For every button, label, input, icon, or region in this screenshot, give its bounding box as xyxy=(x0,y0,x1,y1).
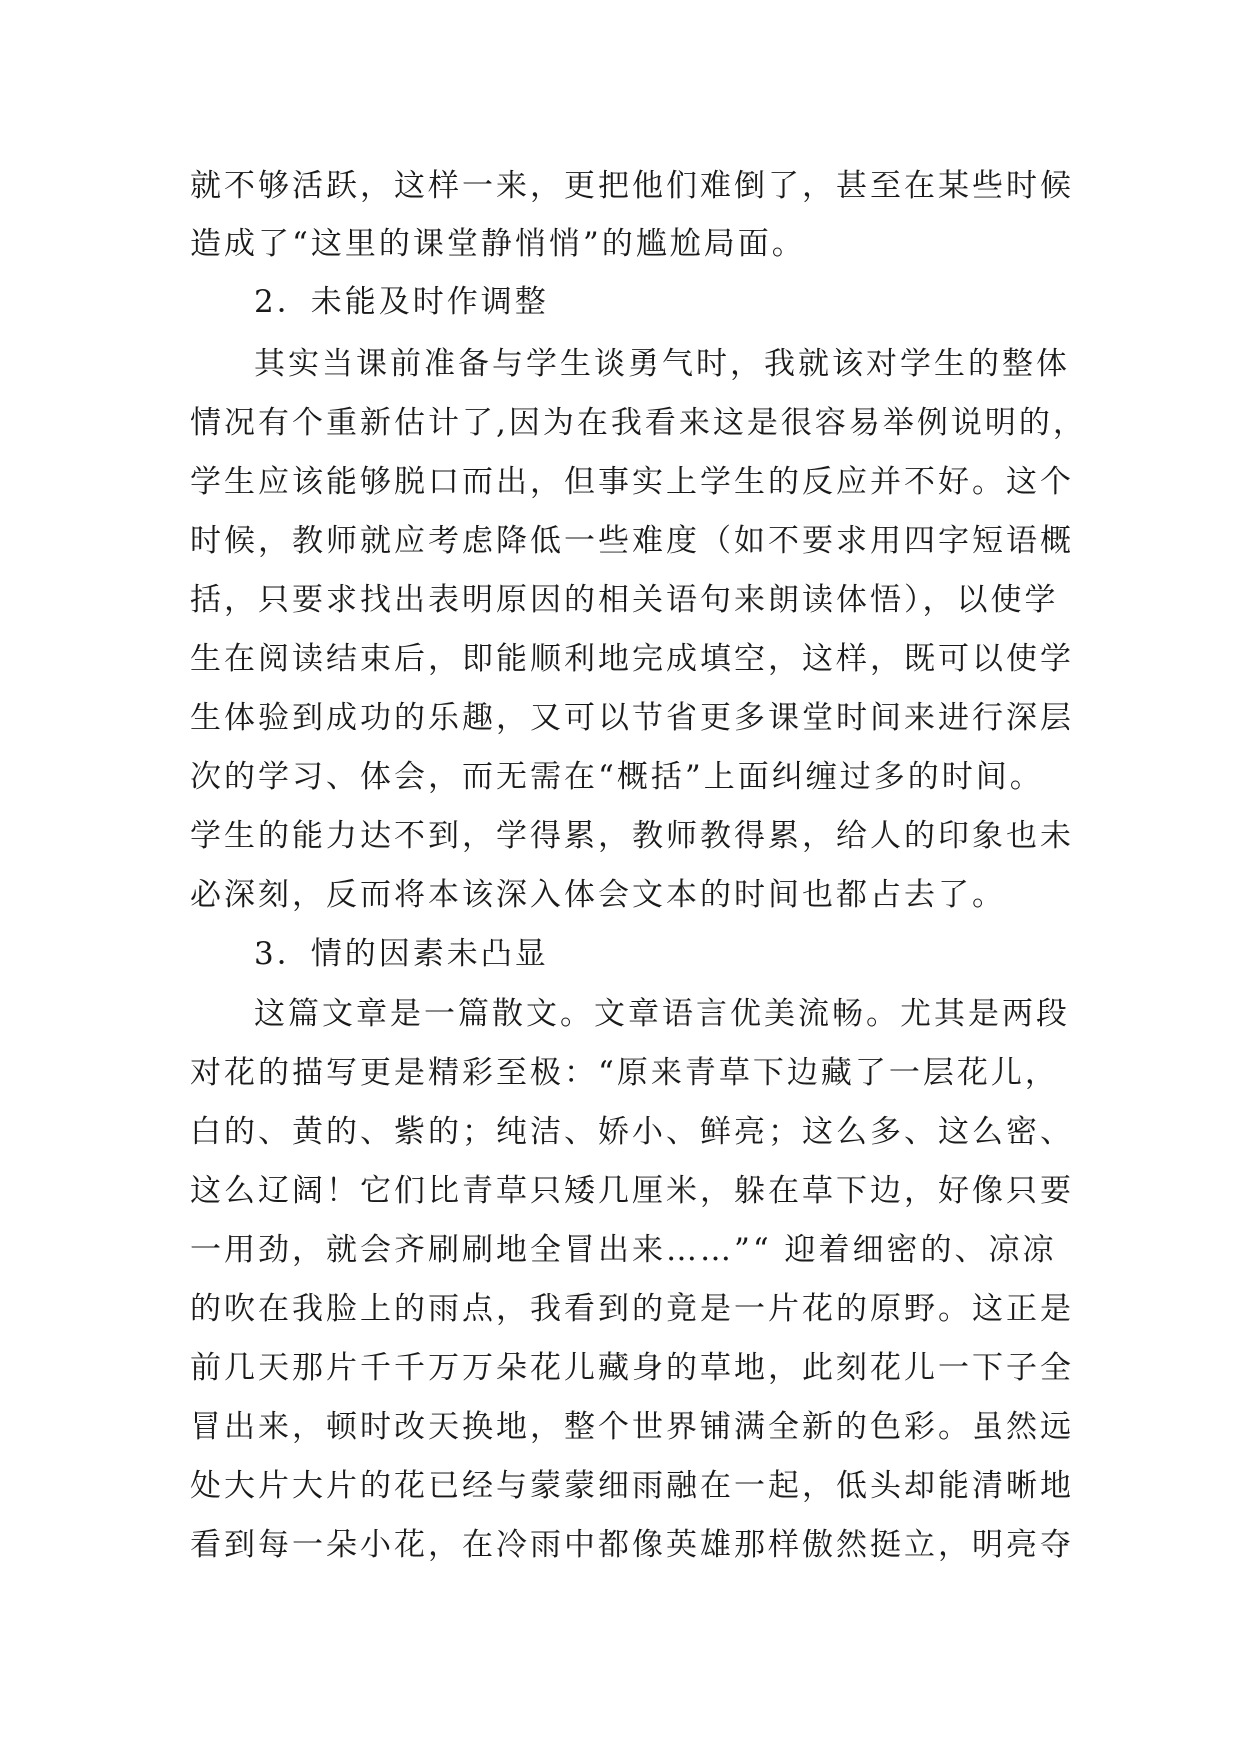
text-line: 学生的能力达不到，学得累，教师教得累，给人的印象也未 xyxy=(190,818,1074,854)
text-line: 的吹在我脸上的雨点，我看到的竟是一片花的原野。这正是 xyxy=(190,1291,1074,1327)
text-line: 对花的描写更是精彩至极：“原来青草下边藏了一层花儿， xyxy=(190,1055,1059,1091)
text-line: 造成了“这里的课堂静悄悄”的尴尬局面。 xyxy=(190,226,806,262)
text-line: 学生应该能够脱口而出，但事实上学生的反应并不好。这个 xyxy=(190,464,1074,500)
text-line: 一用劲，就会齐刷刷地全冒出来……”“ 迎着细密的、凉凉 xyxy=(190,1232,1057,1268)
text-line: 冒出来，顿时改天换地，整个世界铺满全新的色彩。虽然远 xyxy=(190,1409,1074,1445)
text-line: 其实当课前准备与学生谈勇气时，我就该对学生的整体 xyxy=(254,346,1070,382)
section-heading: 2．未能及时作调整 xyxy=(254,284,549,320)
text-line: 生体验到成功的乐趣，又可以节省更多课堂时间来进行深层 xyxy=(190,700,1074,736)
text-line: 这么辽阔！它们比青草只矮几厘米，躲在草下边，好像只要 xyxy=(190,1173,1074,1209)
text-line: 白的、黄的、紫的；纯洁、娇小、鲜亮；这么多、这么密、 xyxy=(190,1114,1074,1150)
text-line: 时候，教师就应考虑降低一些难度（如不要求用四字短语概 xyxy=(190,523,1074,559)
text-line: 看到每一朵小花，在冷雨中都像英雄那样傲然挺立，明亮夺 xyxy=(190,1527,1074,1563)
section-heading: 3．情的因素未凸显 xyxy=(254,936,549,972)
text-line: 必深刻，反而将本该深入体会文本的时间也都占去了。 xyxy=(190,877,1006,913)
text-line: 这篇文章是一篇散文。文章语言优美流畅。尤其是两段 xyxy=(254,996,1070,1032)
text-line: 前几天那片千千万万朵花儿藏身的草地，此刻花儿一下子全 xyxy=(190,1350,1074,1386)
text-line: 次的学习、体会，而无需在“概括”上面纠缠过多的时间。 xyxy=(190,759,1044,795)
text-line: 生在阅读结束后，即能顺利地完成填空，这样，既可以使学 xyxy=(190,641,1074,677)
text-line: 情况有个重新估计了,因为在我看来这是很容易举例说明的， xyxy=(190,405,1087,441)
text-line: 括，只要求找出表明原因的相关语句来朗读体悟），以使学 xyxy=(190,582,1059,618)
text-line: 就不够活跃，这样一来，更把他们难倒了，甚至在某些时候 xyxy=(190,168,1074,204)
text-line: 处大片大片的花已经与蒙蒙细雨融在一起，低头却能清晰地 xyxy=(190,1468,1074,1504)
